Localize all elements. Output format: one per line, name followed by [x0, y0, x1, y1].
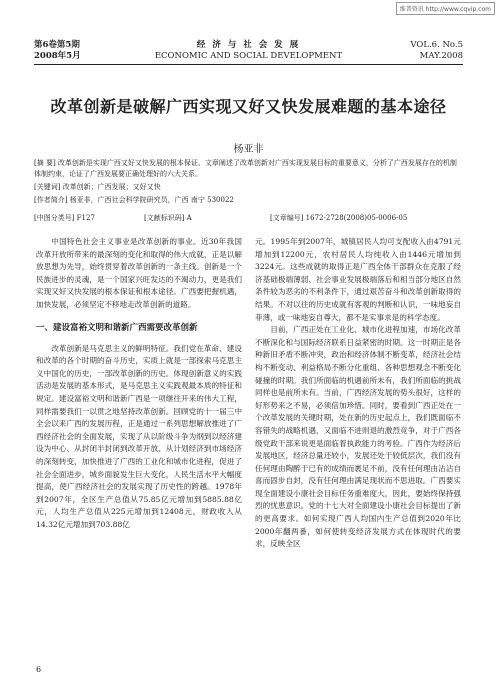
journal-name — [34, 40, 463, 62]
journal-name-en: ECONOMIC AND SOCIAL DEVELOPMENT — [154, 51, 343, 61]
right-column — [255, 236, 461, 551]
paragraph: 目前，广西正处在工业化、城市化进程加速，市场化改革不断深化和与国际经济联系日益紧密的时期。这一时期正是各种新旧矛盾不断冲突，政治和经济体制不断变革，经济社会结构不断变动、利益格局不断分化重组、各种思想观念不断变化碰撞的时期。我们所面临的机遇前所未有，我们所面临的挑战同样也是前所未有。当前，广西经济发展的势头很好，这样的好形势来之不易，必须倍加珍惜。同时，要看到广西正处在一个改革发展的关键时期，处在新的历史起点上，我们既面临不容错失的战略机遇，又面临不进则退的激烈竞争，对于广西各级党政干部来说更是面临着执政能力的考验。广西作为经济后发展地区，经济总量还较小，发展还处于较低层次，我们没有任何理由陶醉于已有的成绩而裹足不前，没有任何理由沾沾自喜而固步自封，没有任何理由满足现状而不思进取。广西要实现全面建设小康社会目标任务重难度大，因此，要始终保持强烈的忧患意识。党的十七大对全面建设小康社会目标提出了新的更高要求。如何实现广西人均国内生产总值到2020年比2000年翻两番，如何使转变经济发展方式在体现时代的要求，反映全区 — [255, 325, 461, 549]
issue-volume: 第6卷第5期 — [34, 40, 80, 50]
volume-info — [410, 40, 463, 62]
keywords: [关键词] 改革创新；广西发展；又好又快 — [34, 183, 161, 191]
issue-date: 2008年5月 — [34, 51, 81, 61]
volume-date: MAY.2008 — [419, 51, 463, 61]
volume-number: VOL.6. No.5 — [410, 40, 463, 50]
page-number: 6 — [36, 665, 42, 674]
paragraph: 中国特色社会主义事业是改革创新的事业。近30年我国改革开放所带来的最深刻的变化和取得的伟大成就，正是以解放思想为先导，始终贯穿着改革创新的一条主线。创新是一个民族进步的灵魂，是一个国家兴旺发达的不竭动力，更是我们实现又好又快发展的根本保证和根本途径。广西要把握机遇，加快发展，必须坚定不移地走改革创新的道路。 — [36, 237, 242, 309]
section-heading: 一、建设富裕文明和谐新广西需要改革创新 — [36, 322, 198, 333]
paragraph: 元。1995年到2007年，城镇居民人均可支配收入由4791元增加到12200元，农村居民人均纯收入由1446元增加到3224元。这些成就的取得正是广西全体干部群众在克服了经济基础极端薄弱、社会事业发展极端落后和相当部分地区自然条件较为恶劣的不利条件下，通过艰苦奋斗和改革创新取得的结果。不对以往的历史成就有客观的判断和认识，一味地妄自菲薄，或一味地妄自尊大，都不是实事求是的科学态度。 — [255, 237, 461, 322]
watermark: 维普资讯 http://www.cqvip.com — [396, 2, 495, 15]
article-number: [文章编号] 1672-2728(2008)05-0006-05 — [270, 214, 408, 222]
left-column — [36, 236, 242, 531]
paragraph: 改革创新是马克思主义的鲜明特征。我们党在革命、建设和改革的各个时期的奋斗历史，实质上就是一部探索马克思主义中国化的历史，一部改革创新的历史。体现创新意义的实践活动是发展的基本形式，是马克思主义实践观最本质的特征和规定。建设富裕文明和谐新广西是一项继往开来的伟大工程，同样需要我们一以贯之地坚持改革创新。回顾党的十一届三中全会以来广西的发展历程，正是通过一系列思想解放推进了广西经济社会的全面发展，实现了从以阶级斗争为纲到以经济建设为中心、从封闭半封闭到改革开放、从计划经济到市场经济的深刻转变，加快推进了广西的工业化和城市化进程，促进了社会全面进步，城乡面貌发生巨大变化，人民生活水平大幅度提高，使广西经济社会的发展实现了历史性的跨越。1978年到2007年，全区生产总值从75.85亿元增加到5885.88亿元，人均生产总值从225元增加到12408元，财政收入从14.32亿元增加到703.88亿 — [36, 343, 242, 529]
abstract-text: [摘 要] 改革创新是实现广西又好又快发展的根本保证。文章阐述了改革创新对广西实现发展目标的重要意义，分析了广西发展存在的机制体制约束，论证了广西发展要正确处理好的六大关系。 — [34, 159, 457, 178]
article-author: 杨亚非 — [233, 144, 264, 155]
clc-code: [中图分类号] F127 — [34, 214, 95, 222]
abstract-block — [34, 158, 463, 208]
journal-name-cn: 经 济 与 社 会 发 展 — [196, 40, 301, 50]
header-rule — [34, 64, 463, 65]
document-code: [文献标识码] A — [144, 214, 192, 222]
classification-codes — [34, 213, 463, 223]
author-info: [作者简介] 杨亚非，广西社会科学院研究员，广西 南宁 530022 — [34, 196, 234, 204]
article-title: 改革创新是破解广西实现又好又快发展难题的基本途径 — [50, 97, 447, 116]
